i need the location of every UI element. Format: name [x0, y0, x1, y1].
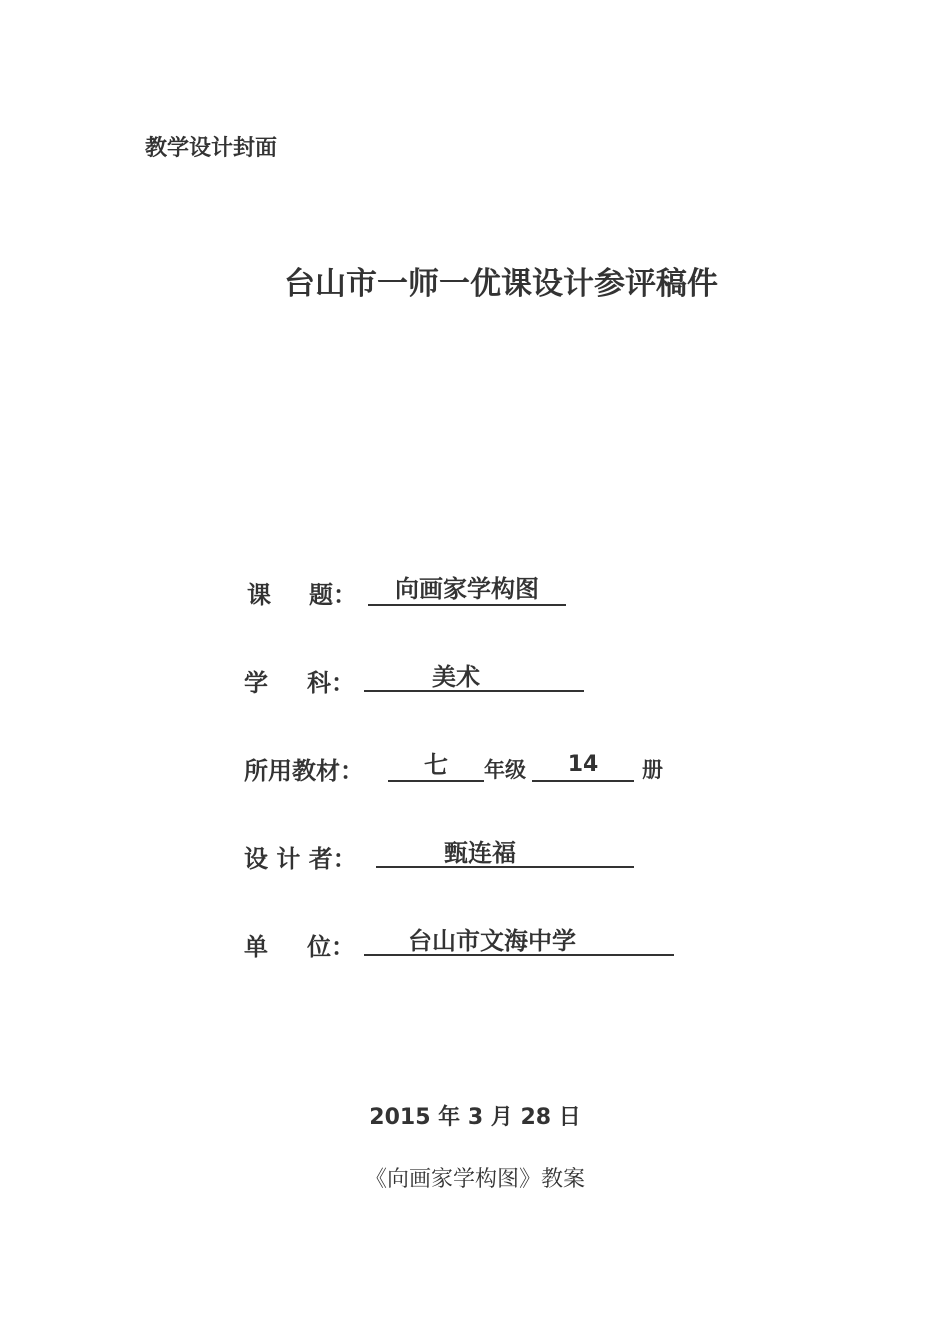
- subject-label-char2: 科：: [307, 669, 355, 697]
- unit-value: 台山市文海中学: [364, 926, 674, 956]
- grade-value: 七: [388, 750, 484, 782]
- topic-label-char1: 课: [247, 581, 271, 609]
- designer-label: 设 计 者：: [244, 845, 357, 873]
- unit-label-char2: 位：: [307, 933, 355, 961]
- topic-label-char2: 题：: [309, 581, 357, 609]
- designer-value: 甄连福: [376, 838, 634, 868]
- cover-header-label: 教学设计封面: [145, 136, 278, 161]
- topic-value: 向画家学构图: [368, 574, 566, 606]
- page-title: 台山市一师一优课设计参评稿件: [284, 266, 718, 302]
- cover-date: 2015 年 3 月 28 日: [369, 1105, 581, 1130]
- volume-value: 14: [532, 750, 634, 782]
- unit-label-char1: 单: [244, 933, 268, 961]
- lesson-plan-title: 《向画家学构图》教案: [364, 1167, 585, 1192]
- subject-label-char1: 学: [244, 669, 268, 697]
- grade-unit: 年级: [484, 758, 526, 782]
- subject-value: 美术: [364, 662, 584, 692]
- volume-unit: 册: [642, 758, 663, 782]
- textbook-label: 所用教材：: [244, 757, 364, 785]
